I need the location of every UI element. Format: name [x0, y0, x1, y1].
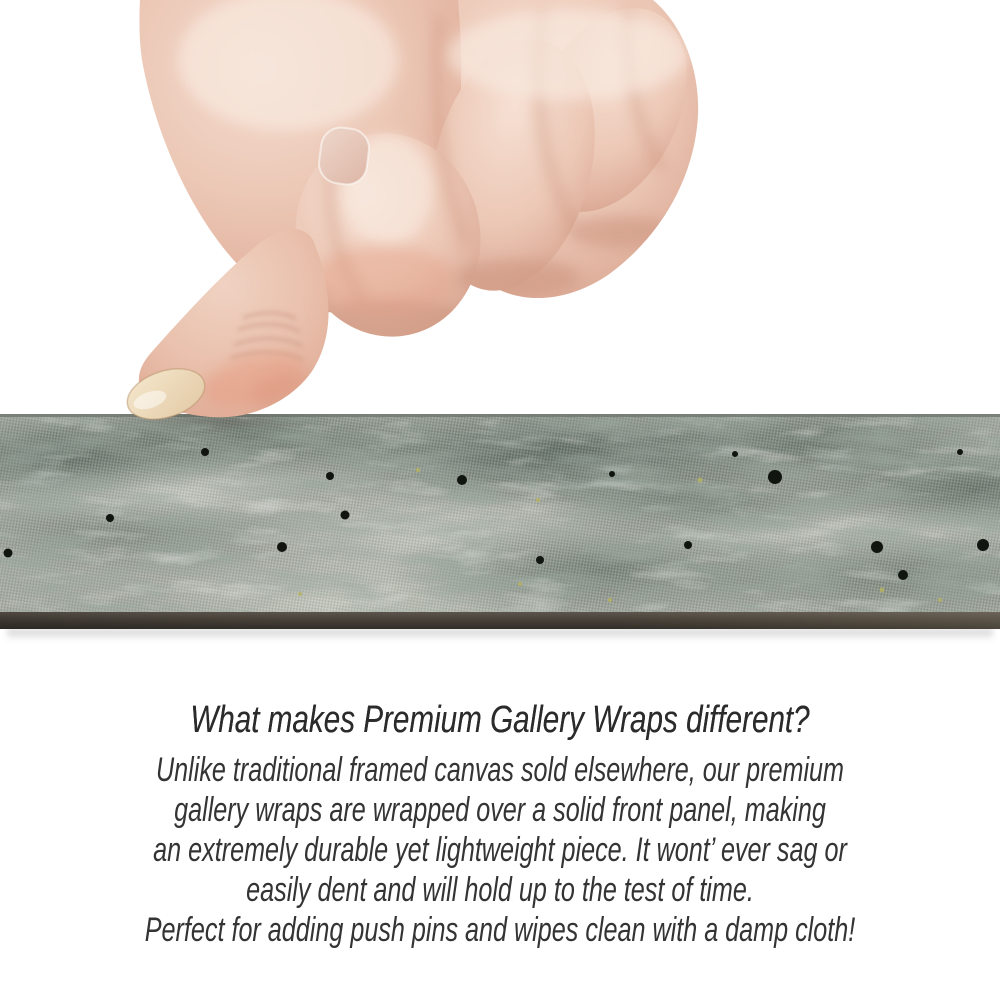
strip-drop-shadow — [7, 629, 993, 643]
caption-line-3: an extremely durable yet lightweight piece. It wont’ ever sag or — [153, 831, 847, 869]
hand-photo — [88, 0, 718, 445]
caption-line-2: gallery wraps are wrapped over a solid front panel, making — [174, 791, 826, 829]
thumb-tip-shade — [253, 375, 333, 415]
canvas-panel-edge — [0, 612, 1000, 629]
index-pad-blush — [313, 245, 453, 315]
caption-line-4: easily dent and will hold up to the test of time. — [246, 871, 754, 909]
index-fingernail — [317, 125, 371, 186]
caption-block — [0, 697, 1000, 950]
caption-line-1: Unlike traditional framed canvas sold elsewhere, our premium — [155, 751, 845, 789]
caption-heading: What makes Premium Gallery Wraps different? — [190, 699, 810, 741]
caption-line-5: Perfect for adding push pins and wipes clean with a damp cloth! — [144, 911, 856, 949]
canvas-wrap-edge-photo — [0, 414, 1000, 643]
